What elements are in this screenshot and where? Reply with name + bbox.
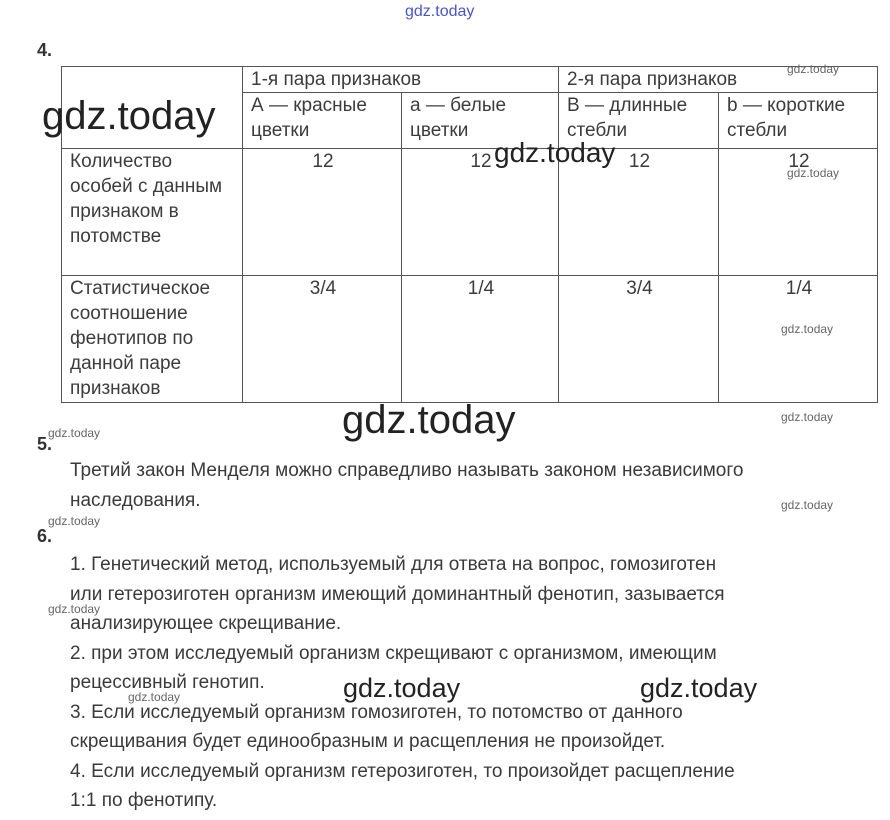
- text-line: 1. Генетический метод, используемый для ответа на вопрос, гомозиготен: [70, 554, 717, 575]
- watermark-large: gdz.today: [342, 398, 516, 442]
- question-6-number: 6.: [37, 526, 53, 546]
- table-cell: 12: [719, 149, 878, 276]
- table-row: [62, 149, 878, 276]
- text-line: рецессивный генотип.: [70, 672, 265, 693]
- text-line: скрещивания будет единообразным и расщепления не произойдет.: [70, 731, 666, 752]
- text-line: анализирующее скрещивание.: [70, 613, 342, 634]
- table-cell: 1/4: [402, 276, 559, 403]
- trait-header: а — белые цветки: [402, 93, 559, 149]
- watermark-medium: gdz.today: [343, 673, 461, 703]
- text-line: наследования.: [70, 489, 201, 511]
- text-line: 1:1 по фенотипу.: [70, 790, 218, 811]
- table-row: [62, 276, 878, 403]
- watermark-medium: gdz.today: [494, 137, 616, 168]
- table-cell: 1/4: [719, 276, 878, 403]
- table-cell: 12: [402, 149, 559, 276]
- watermark-small: gdz.today: [128, 690, 181, 704]
- group-2-header: 2-я пара признаков: [559, 67, 878, 93]
- group-1-header: 1-я пара признаков: [243, 67, 559, 93]
- trait-header: В — длинные стебли: [559, 93, 719, 149]
- text-line: 4. Если исследуемый организм гетерозиготен, то произойдет расщепление: [70, 760, 735, 782]
- table-cell: 3/4: [559, 276, 719, 403]
- row-label: Количество особей с данным признаком в потомстве: [62, 149, 243, 276]
- text-line: или гетерозиготен организм имеющий доминантный фенотип, зазывается: [70, 583, 725, 605]
- watermark-small: gdz.today: [781, 498, 834, 512]
- watermark-small: gdz.today: [48, 514, 101, 528]
- watermark-small: gdz.today: [781, 322, 834, 336]
- watermark-large: gdz.today: [42, 94, 216, 138]
- trait-header: b — короткие стебли: [719, 93, 878, 149]
- text-line: 2. при этом исследуемый организм скрещивают с организмом, имеющим: [70, 642, 717, 664]
- watermark-small: gdz.today: [48, 426, 101, 440]
- watermark-small: gdz.today: [781, 410, 834, 424]
- trait-header: А — красные цветки: [243, 93, 402, 149]
- table-cell: 12: [243, 149, 402, 276]
- table-cell: 3/4: [243, 276, 402, 403]
- watermark-small: gdz.today: [48, 602, 101, 616]
- table-cell: 12: [559, 149, 719, 276]
- text-line: Третий закон Менделя можно справедливо называть законом независимого: [70, 460, 744, 481]
- watermark-small: gdz.today: [787, 166, 840, 180]
- watermark-top: gdz.today: [405, 3, 475, 20]
- row-label: Статистическое соотношение фенотипов по данной паре признаков: [62, 276, 243, 403]
- question-5-number: 5.: [37, 434, 53, 454]
- text-line: 3. Если исследуемый организм гомозиготен, то потомство от данного: [70, 701, 683, 723]
- watermark-small: gdz.today: [787, 62, 840, 76]
- table-header-groups: [62, 67, 878, 93]
- question-4-number: 4.: [37, 40, 53, 60]
- question-5-text: [70, 456, 743, 515]
- watermark-medium: gdz.today: [640, 673, 758, 703]
